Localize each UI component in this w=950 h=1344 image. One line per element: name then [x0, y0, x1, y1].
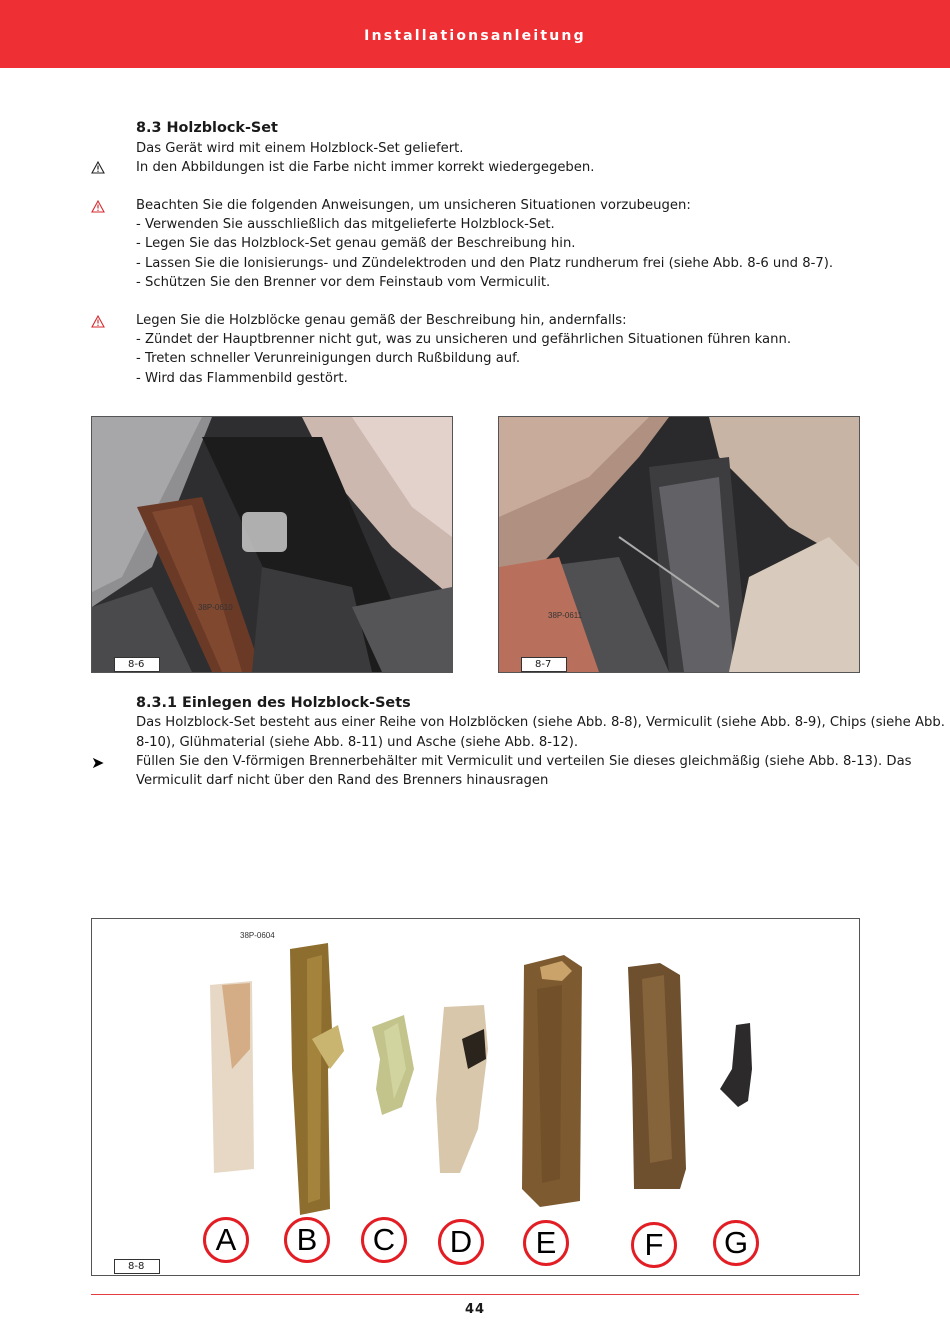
consequence-item: - Wird das Flammenbild gestört.: [136, 371, 348, 386]
intro-line-2: In den Abbildungen ist die Farbe nicht immer korrekt wiedergegeben.: [136, 160, 595, 175]
subsection-line: Füllen Sie den V-förmigen Brennerbehälter mit Vermiculit und verteilen Sie dieses gleichmäßig (siehe Abb. 8-13). Das: [136, 754, 912, 769]
log-label-e: E: [523, 1220, 569, 1266]
figure-8-6-label: 8-6: [114, 657, 160, 672]
subsection-line: Vermiculit darf nicht über den Rand des Brenners hinausragen: [136, 773, 549, 788]
page-header: [0, 0, 950, 68]
subsection-line: 8-10), Glühmaterial (siehe Abb. 8-11) und Asche (siehe Abb. 8-12).: [136, 735, 579, 750]
instruction-item: - Schützen Sie den Brenner vor dem Feinstaub vom Vermiculit.: [136, 275, 551, 290]
warning-icon: [91, 315, 105, 328]
log-label-f: F: [631, 1222, 677, 1268]
instruction-item: - Verwenden Sie ausschließlich das mitgelieferte Holzblock-Set.: [136, 217, 555, 232]
figure-8-8-image-code: 38P-0604: [240, 931, 275, 940]
section-heading: 8.3 Holzblock-Set: [136, 120, 278, 136]
figure-8-6-photo: [91, 416, 453, 673]
log-label-g: G: [713, 1220, 759, 1266]
subsection-line: Das Holzblock-Set besteht aus einer Reihe von Holzblöcken (siehe Abb. 8-8), Vermiculit (siehe Abb. 8-9), Chips (siehe Abb.: [136, 715, 945, 730]
intro-line-1: Das Gerät wird mit einem Holzblock-Set geliefert.: [136, 141, 464, 156]
consequence-item: - Zündet der Hauptbrenner nicht gut, was zu unsicheren und gefährlichen Situationen führen kann.: [136, 332, 792, 347]
instruction-item: - Legen Sie das Holzblock-Set genau gemäß der Beschreibung hin.: [136, 236, 576, 251]
log-label-b: B: [284, 1217, 330, 1263]
log-label-d: D: [438, 1219, 484, 1265]
log-label-a: A: [203, 1217, 249, 1263]
figure-8-7-label: 8-7: [521, 657, 567, 672]
instructions-lead: Beachten Sie die folgenden Anweisungen, um unsicheren Situationen vorzubeugen:: [136, 198, 691, 213]
footer-rule: [91, 1294, 859, 1295]
warning-icon: [91, 161, 105, 174]
subsection-heading: 8.3.1 Einlegen des Holzblock-Sets: [136, 695, 411, 711]
consequences-lead: Legen Sie die Holzblöcke genau gemäß der Beschreibung hin, andernfalls:: [136, 313, 627, 328]
figure-8-6-image-code: 38P-0610: [198, 603, 233, 612]
warning-icon: [91, 200, 105, 213]
figure-8-7-image-code: 38P-0611: [548, 611, 583, 620]
figure-8-8-label: 8-8: [114, 1259, 160, 1274]
header-title: Installationsanleitung: [364, 28, 586, 44]
figure-8-7-photo: [498, 416, 860, 673]
arrowhead-icon: ➤: [91, 753, 105, 772]
log-label-c: C: [361, 1217, 407, 1263]
consequence-item: - Treten schneller Verunreinigungen durch Rußbildung auf.: [136, 351, 521, 366]
instruction-item: - Lassen Sie die Ionisierungs- und Zündelektroden und den Platz rundherum frei (siehe Abb. 8-6 und 8-7).: [136, 256, 834, 271]
page-number: 44: [464, 1302, 486, 1317]
